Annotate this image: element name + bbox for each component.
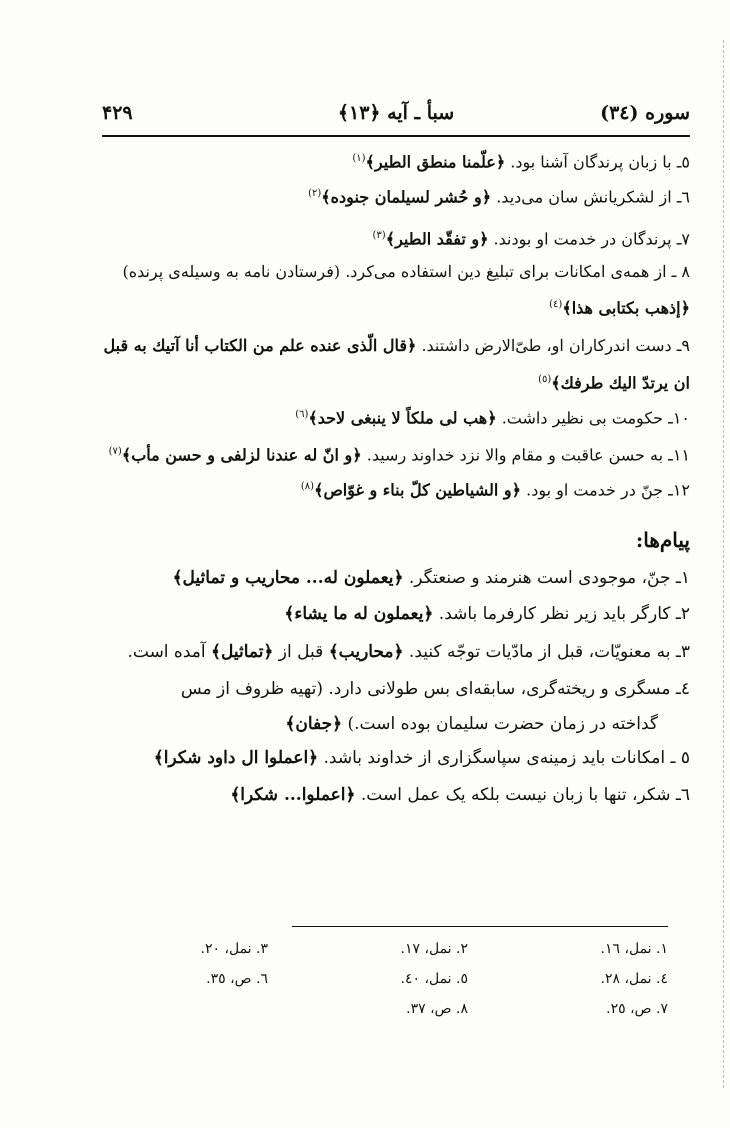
list-item: ١١ـ به حسن عاقبت و مقام والا نزد خداوند رسيد. ﴿و انّ له عندنا لزلفى و حسن مأب﴾$^{(٧)}$ [108, 445, 690, 465]
list-item-continued: ان يرتدّ اليك طرفك﴾$^{(٥)}$ [538, 373, 690, 393]
page-number: ۴۲۹ [102, 102, 133, 124]
list-item: ٧ـ پرندگان در خدمت او بودند. ﴿و تفقّد الطير﴾$^{(٣)}$ [372, 229, 690, 249]
footnote: ٨. ص، ٣٧. [406, 1001, 468, 1017]
list-item: ٢ـ كارگر بايد زير نظر كارفرما باشد. ﴿يعملون له ما يشاء﴾ [284, 604, 690, 624]
footnote: ٤. نمل، ٢٨. [600, 971, 668, 987]
footnote: ١. نمل، ١٦. [600, 941, 668, 957]
footnote: ٧. ص، ٢٥. [606, 1001, 668, 1017]
list-item: ٣ـ به معنويّات، قبل از مادّيات توجّه كنيد. ﴿محاريب﴾ قبل از ﴿تماثيل﴾ آمده است. [127, 642, 690, 662]
list-item: ٤ـ مسگرى و ريخته‌گرى، سابقه‌اى بس طولانى دارد. (تهيه ظروف از مس [180, 679, 690, 699]
footnote: ٣. نمل، ٢٠. [200, 941, 268, 957]
header-rule [102, 135, 690, 137]
list-item: ٨ ـ از همه‌ى امكانات براى تبليغ دين استفاده مى‌كرد. (فرستادن نامه به وسيله‌ى پرنده) [122, 262, 690, 281]
list-item: ٥ ـ امكانات بايد زمينه‌ى سپاسگزارى از خداوند باشد. ﴿اعملوا ال داود شكرا﴾ [153, 748, 690, 768]
footnote-row [100, 1001, 668, 1025]
list-item: ٥ـ با زبان پرندگان آشنا بود. ﴿علّمنا منطق الطير﴾$^{(١)}$ [352, 152, 690, 172]
footnote: ٦. ص، ٣٥. [206, 971, 268, 987]
footnote: ٥. نمل، ٤٠. [400, 971, 468, 987]
list-item: ٦ـ از لشكريانش سان مى‌ديد. ﴿و حُشر لسيلمان جنوده﴾$^{(٢)}$ [308, 187, 690, 207]
list-item: ٩ـ دست اندركاران او، طىّ‌الارض داشتند. ﴿قال الّذى عنده علم من الكتاب أنا آتيك به قبل [103, 336, 690, 355]
list-item: ١ـ جنّ، موجودى است هنرمند و صنعتگر. ﴿يعملون له... محاريب و تماثيل﴾ [172, 568, 690, 588]
page-edge [722, 40, 724, 1088]
page-header [102, 100, 690, 130]
list-item: ١٢ـ جنّ در خدمت او بود. ﴿و الشياطين كلّ بناء و غوّاص﴾$^{(٨)}$ [300, 480, 690, 500]
footnote-row [100, 971, 668, 995]
surah-label: سوره (٣٤) [600, 102, 690, 124]
footnote: ٢. نمل، ١٧. [400, 941, 468, 957]
footnote-row [100, 941, 668, 965]
footnote-rule [292, 926, 668, 927]
ayah-reference: سبأ ـ آيه ﴿۱۳﴾ [337, 102, 455, 124]
list-item: ١٠ـ حكومت بى نظير داشت. ﴿هب لى ملكاً لا ينبغى لاحد﴾$^{(٦)}$ [295, 408, 690, 428]
section-title: پيام‌ها: [635, 528, 690, 552]
list-item: ٦ـ شكر، تنها با زبان نيست بلكه يک عمل است. ﴿اعملوا... شكرا﴾ [230, 785, 690, 805]
list-item-continued: ﴿إذهب بكتابى هذا﴾$^{(٤)}$ [549, 298, 690, 318]
list-item-continued: گداخته در زمان حضرت سليمان بوده است.) ﴿جفان﴾ [285, 714, 658, 734]
